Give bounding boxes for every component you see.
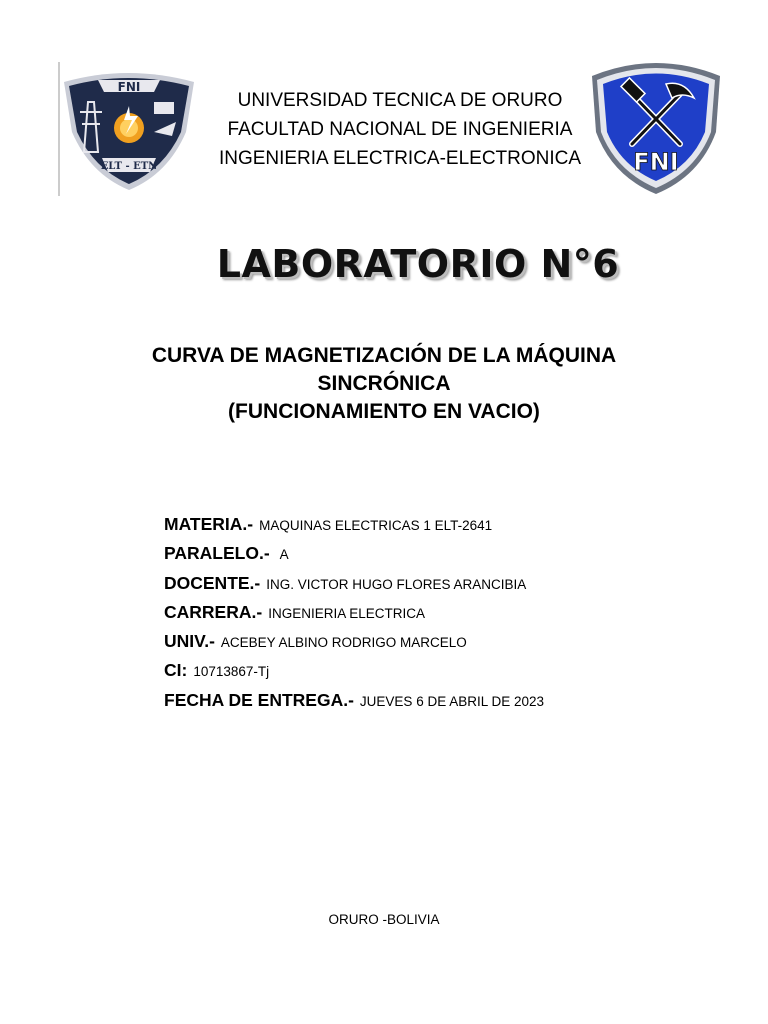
- info-label: FECHA DE ENTREGA.-: [164, 689, 354, 710]
- info-label: MATERIA.-: [164, 514, 254, 534]
- info-row-materia: [164, 514, 724, 543]
- fni-elt-etn-shield-icon: [58, 62, 200, 196]
- info-value: ING. VICTOR HUGO FLORES ARANCIBIA: [266, 576, 527, 592]
- info-value: ACEBEY ALBINO RODRIGO MARCELO: [220, 635, 467, 651]
- report-subtitle: [60, 342, 708, 426]
- institution-header: [200, 86, 600, 173]
- info-label: CARRERA.-: [164, 601, 263, 622]
- university-name: UNIVERSIDAD TECNICA DE ORURO: [237, 90, 563, 111]
- info-value: MAQUINAS ELECTRICAS 1 ELT-2641: [259, 518, 493, 533]
- subtitle-line-3: (FUNCIONAMIENTO EN VACIO): [228, 400, 540, 423]
- subtitle-line-2: SINCRÓNICA: [317, 372, 451, 395]
- fni-shield-hammer-pick-icon: [588, 54, 724, 196]
- info-row-carrera: [164, 602, 724, 631]
- right-logo-text: FNI: [633, 148, 679, 176]
- info-value: INGENIERIA ELECTRICA: [268, 605, 425, 621]
- left-logo-bottom-text: ELT - ETN: [100, 161, 158, 172]
- left-logo-top-text: FNI: [117, 80, 141, 94]
- info-value: JUEVES 6 DE ABRIL DE 2023: [359, 693, 545, 709]
- lab-title: LABORATORIO N°6: [216, 242, 620, 286]
- info-row-ci: [164, 660, 724, 689]
- info-label: UNIV.-: [164, 631, 215, 652]
- info-row-fecha-entrega: [164, 690, 724, 719]
- footer-location: [0, 912, 768, 927]
- career-name: INGENIERIA ELECTRICA-ELECTRONICA: [218, 148, 582, 169]
- info-label: PARALELO.-: [164, 543, 270, 564]
- subtitle-line-1: CURVA DE MAGNETIZACIÓN DE LA MÁQUINA: [151, 344, 617, 367]
- report-info: [164, 514, 724, 719]
- info-label: CI:: [164, 660, 188, 681]
- info-value: A: [279, 547, 289, 563]
- info-value: 10713867-Tj: [193, 664, 270, 680]
- info-label: DOCENTE.-: [164, 572, 261, 593]
- faculty-name: FACULTAD NACIONAL DE INGENIERIA: [227, 119, 573, 140]
- footer-text: ORURO -BOLIVIA: [328, 912, 440, 927]
- info-row-docente: [164, 573, 724, 602]
- info-row-univ: [164, 631, 724, 660]
- info-row-paralelo: [164, 543, 724, 572]
